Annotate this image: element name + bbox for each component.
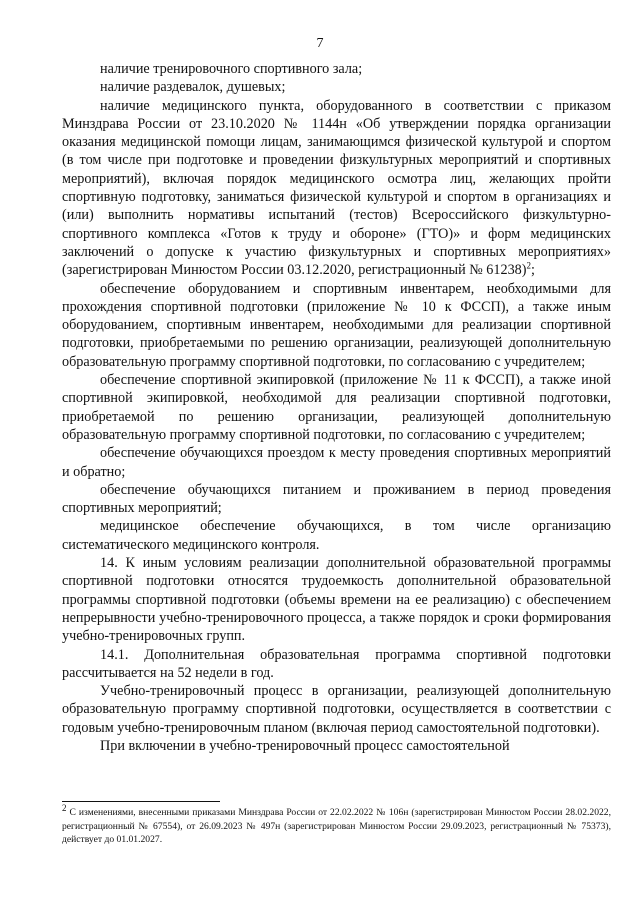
document-body [62,60,611,755]
paragraph: медицинское обеспечение обучающихся, в том числе организацию систематического медицинского контроля. [62,518,611,553]
paragraph: наличие тренировочного спортивного зала; [100,61,363,77]
paragraph: 14. К иным условиям реализации дополнительной образовательной программы спортивной подготовки относятся трудоемкость дополнительной образовательной программы спортивной подготовки (объемы времени на ее реализацию) с обеспечением непрерывности учебно-тренировочного процесса, а также порядок и сроки формирования учебно-тренировочных групп. [62,555,611,645]
paragraph: При включении в учебно-тренировочный процесс самостоятельной [100,737,510,754]
paragraph: обеспечение оборудованием и спортивным инвентарем, необходимыми для прохождения спортивной подготовки (приложение № 10 к ФССП), а также иным оборудованием, спортивным инвентарем, необходимыми для реализации спортивной подготовки, приобретаемыми по решению организации, реализующей дополнительную образовательную программу спортивной подготовки, по согласованию с учредителем; [62,280,611,370]
footnote-reference: 2 [526,260,532,271]
footnote-marker: 2 [62,802,67,813]
paragraph: обеспечение обучающихся проездом к месту проведения спортивных мероприятий и обратно; [62,445,611,480]
footnote-text: С изменениями, внесенными приказами Минздрава России от 22.02.2022 № 106н (зарегистрирован Минюстом России 28.02.2022, регистрационный № 67554), от 26.09.2023 № 497н (зарегистрирован Минюстом России 29.09.2023, регистрационный № 75373), действует до 01.01.2027. [62,807,611,845]
paragraph: обеспечение обучающихся питанием и проживанием в период проведения спортивных мероприятий; [62,481,611,517]
paragraph-text: наличие медицинского пункта, оборудованного в соответствии с приказом Минздрава России от 23.10.2020 № 1144н «Об утверждении порядка организации оказания медицинской помощи лицам, занимающимся физической культурой и спортом (в том числе при подготовке и проведении физкультурных мероприятий и спортивных мероприятий), включая порядок медицинского осмотра лиц, желающих пройти спортивную подготовку, заниматься физической культурой и спортом в организациях и (или) выполнить нормативы испытаний (тестов) Всероссийского физкультурно-спортивного комплекса «Готов к труду и обороне» (ГТО)» и форм медицинских заключений о допуске к участию физкультурных и спортивных мероприятиях» (зарегистрирован Минюстом России 03.12.2020, регистрационный № 61238) [62,97,611,279]
paragraph-punctuation: ; [531,262,535,279]
paragraph: Учебно-тренировочный процесс в организации, реализующей дополнительную образовательную программу спортивной подготовки, осуществляется в соответствии с годовым учебно-тренировочным планом (включая период самостоятельной подготовки). [62,683,611,736]
footnote [62,802,611,847]
paragraph: обеспечение спортивной экипировкой (приложение № 11 к ФССП), а также иной спортивной экипировкой, необходимой для реализации спортивной подготовки, приобретаемой по решению организации, реализующей дополнительную образовательную программу спортивной подготовки, по согласованию с учредителем; [62,372,611,443]
page-number: 7 [316,36,324,51]
paragraph [62,97,611,280]
paragraph: 14.1. Дополнительная образовательная программа спортивной подготовки рассчитывается на 52 недели в год. [62,646,611,681]
footnote-separator [62,801,220,802]
paragraph: наличие раздевалок, душевых; [100,79,286,96]
